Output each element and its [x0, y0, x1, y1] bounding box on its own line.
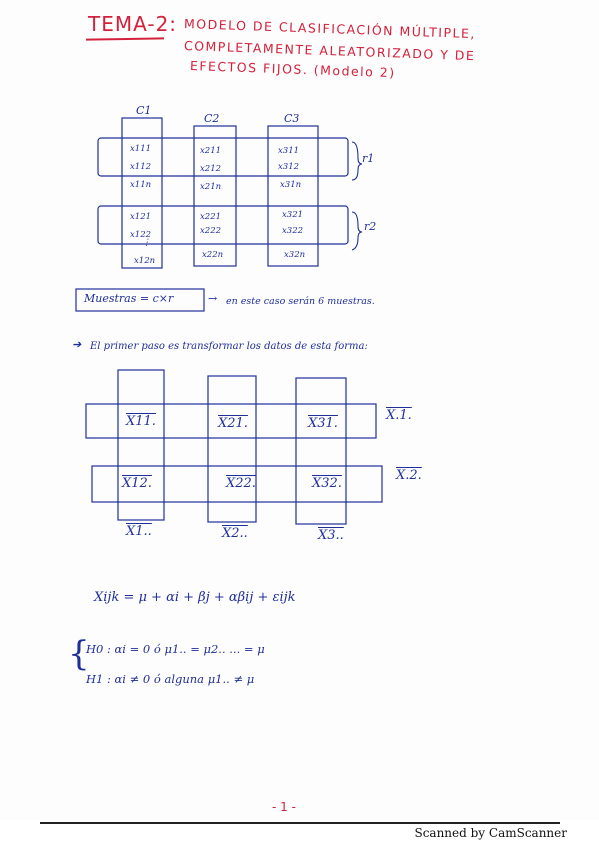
- cell-x12n: x12n: [134, 256, 156, 266]
- arrow-bullet-icon: ➔: [72, 338, 82, 351]
- mean-x11: X11.: [126, 414, 156, 429]
- col-mean-1: X1..: [126, 524, 152, 539]
- cell-x122: x122: [130, 230, 152, 240]
- cell-x21n: x21n: [200, 182, 222, 192]
- right-arrow: →: [208, 292, 218, 305]
- cell-x32n: x32n: [284, 250, 306, 260]
- column-label-c3: C3: [284, 112, 300, 125]
- tema-heading: TEMA-2:: [88, 12, 178, 36]
- row-mean-2: X.2.: [396, 468, 422, 483]
- scanner-watermark: Scanned by CamScanner: [414, 826, 567, 840]
- muestras-formula: Muestras = c×r: [84, 292, 174, 305]
- vertical-dots: ⋮: [142, 238, 151, 248]
- title-line-1: MODELO DE CLASIFICACIÓN MÚLTIPLE,: [183, 16, 477, 42]
- title-line-3: EFECTOS FIJOS. (Modelo 2): [189, 58, 396, 81]
- alt-hypothesis: H1 : αi ≠ 0 ó alguna μ1.. ≠ μ: [86, 672, 255, 686]
- mean-x21: X21.: [218, 416, 248, 431]
- column-label-c1: C1: [136, 104, 152, 117]
- footer-divider: [40, 822, 560, 824]
- cell-x211: x211: [200, 146, 222, 156]
- mean-x22: X22.: [226, 476, 256, 491]
- cell-x221: x221: [200, 212, 222, 222]
- cell-x121: x121: [130, 212, 152, 222]
- column-label-c2: C2: [204, 112, 220, 125]
- cell-x222: x222: [200, 226, 222, 236]
- muestras-note: en este caso serán 6 muestras.: [226, 296, 375, 307]
- cell-x22n: x22n: [202, 250, 224, 260]
- cell-x11n: x11n: [130, 180, 152, 190]
- mean-x32: X32.: [312, 476, 342, 491]
- cell-x312: x312: [278, 162, 300, 172]
- transform-sentence: El primer paso es transformar los datos de esta forma:: [90, 341, 368, 352]
- cell-x212: x212: [200, 164, 222, 174]
- col-mean-3: X3..: [318, 528, 344, 543]
- hypothesis-brace: {: [68, 634, 90, 674]
- cell-x31n: x31n: [280, 180, 302, 190]
- row-label-r2: r2: [364, 220, 377, 233]
- null-hypothesis: H0 : αi = 0 ó μ1.. = μ2.. ... = μ: [86, 642, 265, 656]
- row-label-r1: r1: [362, 152, 375, 165]
- mean-x31: X31.: [308, 416, 338, 431]
- cell-x311: x311: [278, 146, 300, 156]
- cell-x112: x112: [130, 162, 152, 172]
- cell-x322: x322: [282, 226, 304, 236]
- mean-x12: X12.: [122, 476, 152, 491]
- col-mean-2: X2..: [222, 526, 248, 541]
- title-line-2: COMPLETAMENTE ALEATORIZADO Y DE: [183, 38, 476, 64]
- row-mean-1: X.1.: [386, 408, 412, 423]
- page-number: - 1 -: [272, 800, 296, 814]
- cell-x321: x321: [282, 210, 304, 220]
- cell-x111: x111: [130, 144, 152, 154]
- model-equation: Xijk = μ + αi + βj + αβij + εijk: [94, 590, 296, 605]
